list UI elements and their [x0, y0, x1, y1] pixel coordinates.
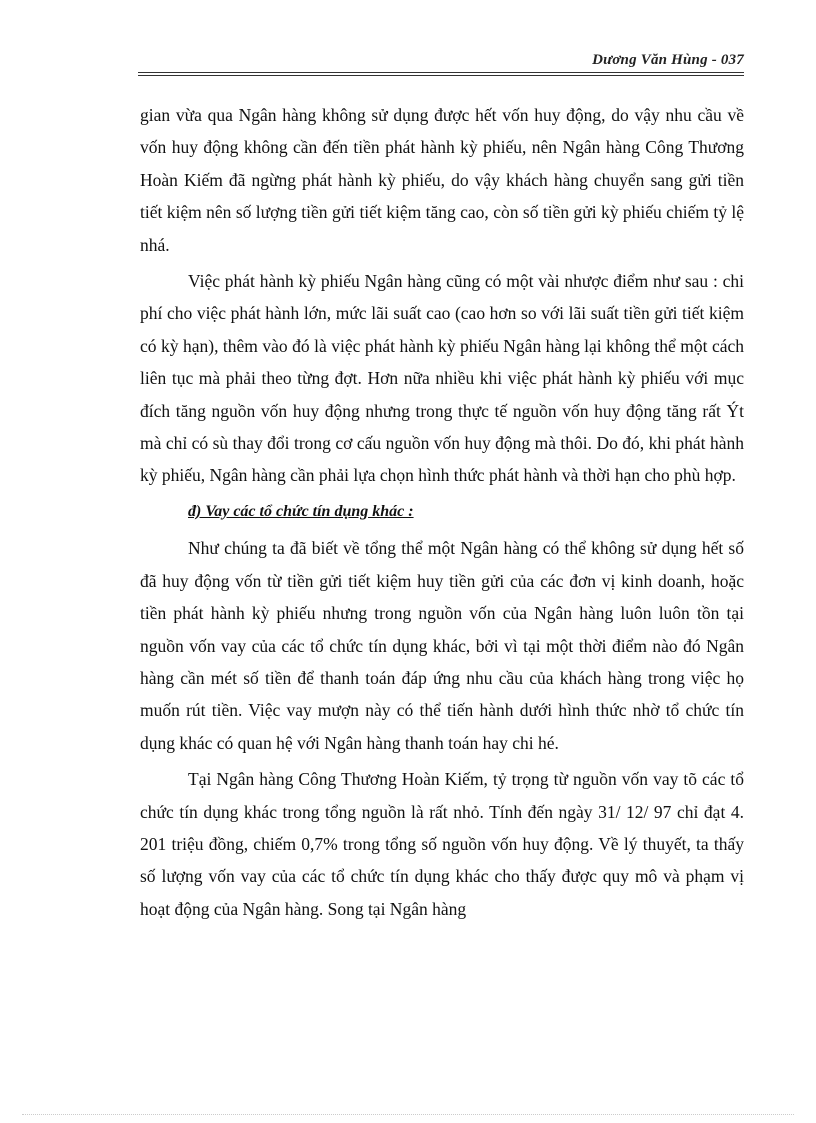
section-heading: đ) Vay các tổ chức tín dụng khác :: [188, 502, 414, 520]
footer-divider: [22, 1114, 794, 1115]
paragraph-continuation: gian vừa qua Ngân hàng không sử dụng được hết vốn huy động, do vậy nhu cầu về vốn huy động không cần đến tiền phát hành kỳ phiếu, nên Ngân hàng Công Thương Hoàn Kiếm đã ngừng phát hành kỳ phiếu, do vậy khách hàng chuyển sang gửi tiền tiết kiệm nên số lượng tiền gửi tiết kiệm tăng cao, còn số tiền gửi kỳ phiếu chiếm tỷ lệ nhá.: [140, 105, 744, 255]
header-divider: [138, 72, 744, 76]
paragraph-disadvantages: Việc phát hành kỳ phiếu Ngân hàng cũng có một vài nhược điểm như sau : chi phí cho việc phát hành lớn, mức lãi suất cao (cao hơn so với lãi suất tiền gửi tiết kiệm có kỳ hạn), thêm vào đó là việc phát hành kỳ phiếu Ngân hàng lại không thể một cách liên tục mà phải theo từng đợt. Hơn nữa nhiều khi việc phát hành kỳ phiếu với mục đích tăng nguồn vốn huy động nhưng trong thực tế nguồn vốn huy động tăng rất Ýt mà chỉ có sù thay đổi trong cơ cấu nguồn vốn huy động mà thôi. Do đó, khi phát hành kỳ phiếu, Ngân hàng cần phải lựa chọn hình thức phát hành và thời hạn cho phù hợp.: [140, 271, 744, 486]
paragraph-interbank-loans: Như chúng ta đã biết về tổng thể một Ngân hàng có thể không sử dụng hết số đã huy động vốn từ tiền gửi tiết kiệm huy tiền gửi của các đơn vị kinh doanh, hoặc tiền phát hành kỳ phiếu nhưng trong nguồn vốn của Ngân hàng luôn luôn tồn tại nguồn vốn vay của các tổ chức tín dụng khác, bởi vì tại một thời điểm nào đó Ngân hàng cần mét số tiền để thanh toán đáp ứng nhu cầu của khách hàng trong việc họ muốn rút tiền. Việc vay mượn này có thể tiến hành dưới hình thức nhờ tổ chức tín dụng khác có quan hệ với Ngân hàng thanh toán hay chi hé.: [140, 538, 744, 753]
page-body: [140, 99, 744, 929]
running-header: Dương Văn Hùng - 037: [592, 52, 744, 68]
paragraph-hoan-kiem: Tại Ngân hàng Công Thương Hoàn Kiếm, tỷ trọng từ nguồn vốn vay tõ các tổ chức tín dụng khác trong tổng nguồn là rất nhỏ. Tính đến ngày 31/ 12/ 97 chỉ đạt 4. 201 triệu đồng, chiếm 0,7% trong tổng số nguồn vốn huy động. Về lý thuyết, ta thấy số lượng vốn vay của các tổ chức tín dụng khác cho thấy được quy mô và phạm vị hoạt động của Ngân hàng. Song tại Ngân hàng: [140, 769, 744, 919]
